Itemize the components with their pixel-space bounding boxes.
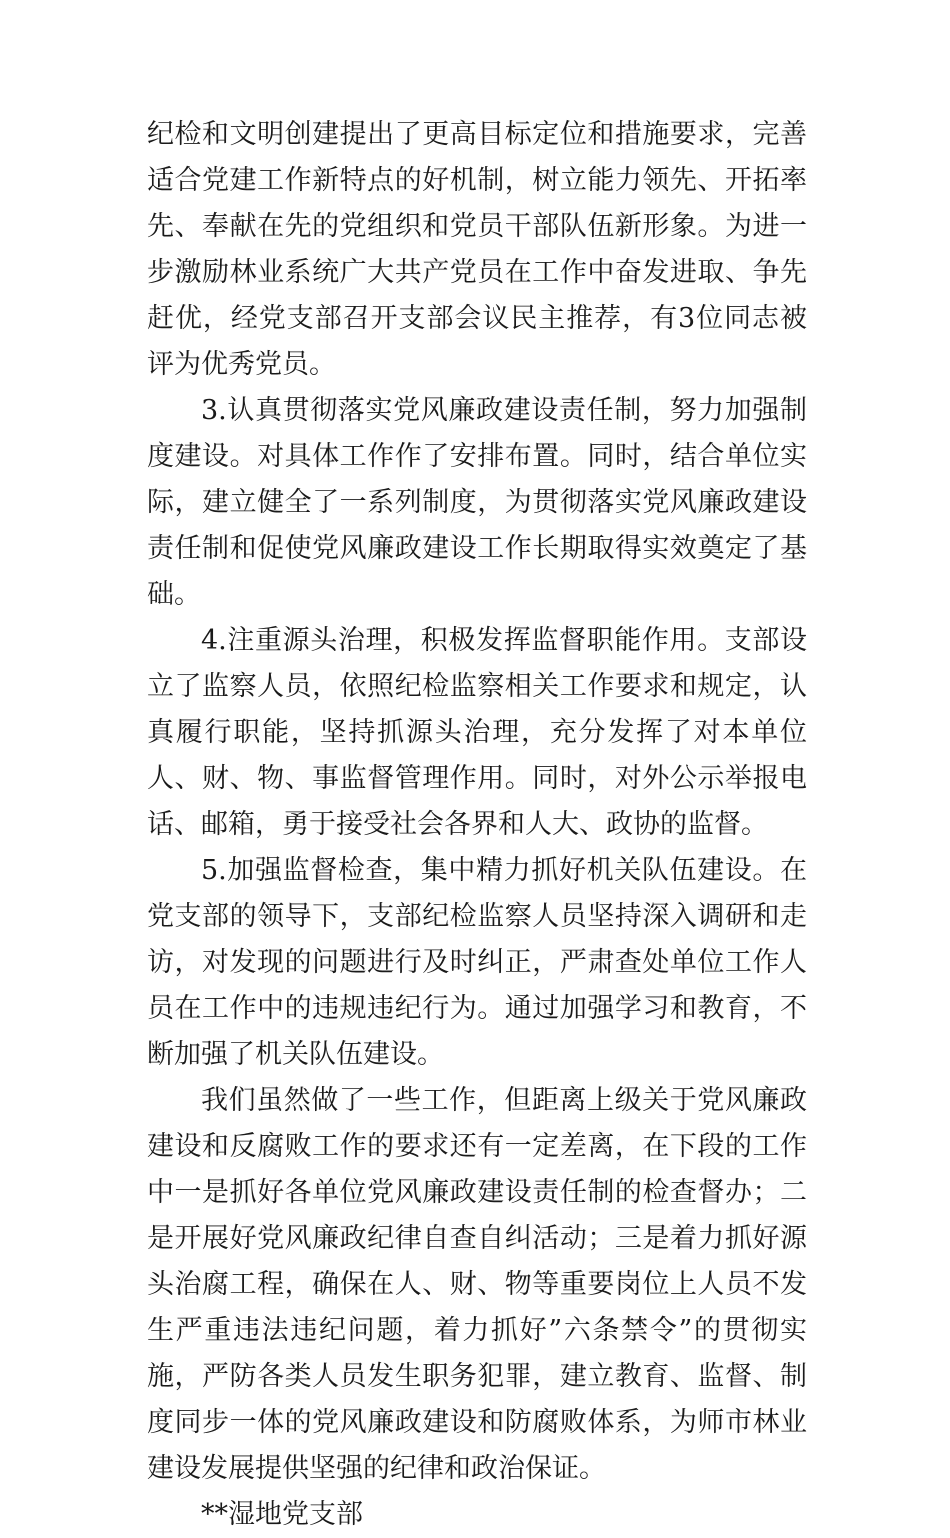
signature-line: **湿地党支部 bbox=[201, 1499, 363, 1530]
paragraph-item-3: 3.认真贯彻落实党风廉政建设责任制，努力加强制度建设。对具体工作作了安排布置。同时，结合单位实际，建立健全了一系列制度，为贯彻落实党风廉政建设责任制和促使党风廉政建设工作长期取得实效奠定了基础。 bbox=[147, 395, 807, 610]
document-body bbox=[147, 112, 807, 1538]
paragraph-item-5: 5.加强监督检查，集中精力抓好机关队伍建设。在党支部的领导下，支部纪检监察人员坚持深入调研和走访，对发现的问题进行及时纠正，严肃查处单位工作人员在工作中的违规违纪行为。通过加强学习和教育，不断加强了机关队伍建设。 bbox=[147, 855, 807, 1070]
paragraph-conclusion: 我们虽然做了一些工作，但距离上级关于党风廉政建设和反腐败工作的要求还有一定差离，在下段的工作中一是抓好各单位党风廉政建设责任制的检查督办；二是开展好党风廉政纪律自查自纠活动；三是着力抓好源头治腐工程，确保在人、财、物等重要岗位上人员不发生严重违法违纪问题，着力抓好”六条禁令”的贯彻实施，严防各类人员发生职务犯罪，建立教育、监督、制度同步一体的党风廉政建设和防腐败体系，为师市林业建设发展提供坚强的纪律和政治保证。 bbox=[147, 1085, 807, 1484]
paragraph-intro: 纪检和文明创建提出了更高目标定位和措施要求，完善适合党建工作新特点的好机制，树立能力领先、开拓率先、奉献在先的党组织和党员干部队伍新形象。为进一步激励林业系统广大共产党员在工作中奋发进取、争先赶优，经党支部召开支部会议民主推荐，有3位同志被评为优秀党员。 bbox=[147, 119, 807, 380]
paragraph-item-4: 4.注重源头治理，积极发挥监督职能作用。支部设立了监察人员，依照纪检监察相关工作要求和规定，认真履行职能，坚持抓源头治理，充分发挥了对本单位人、财、物、事监督管理作用。同时，对外公示举报电话、邮箱，勇于接受社会各界和人大、政协的监督。 bbox=[147, 625, 807, 840]
